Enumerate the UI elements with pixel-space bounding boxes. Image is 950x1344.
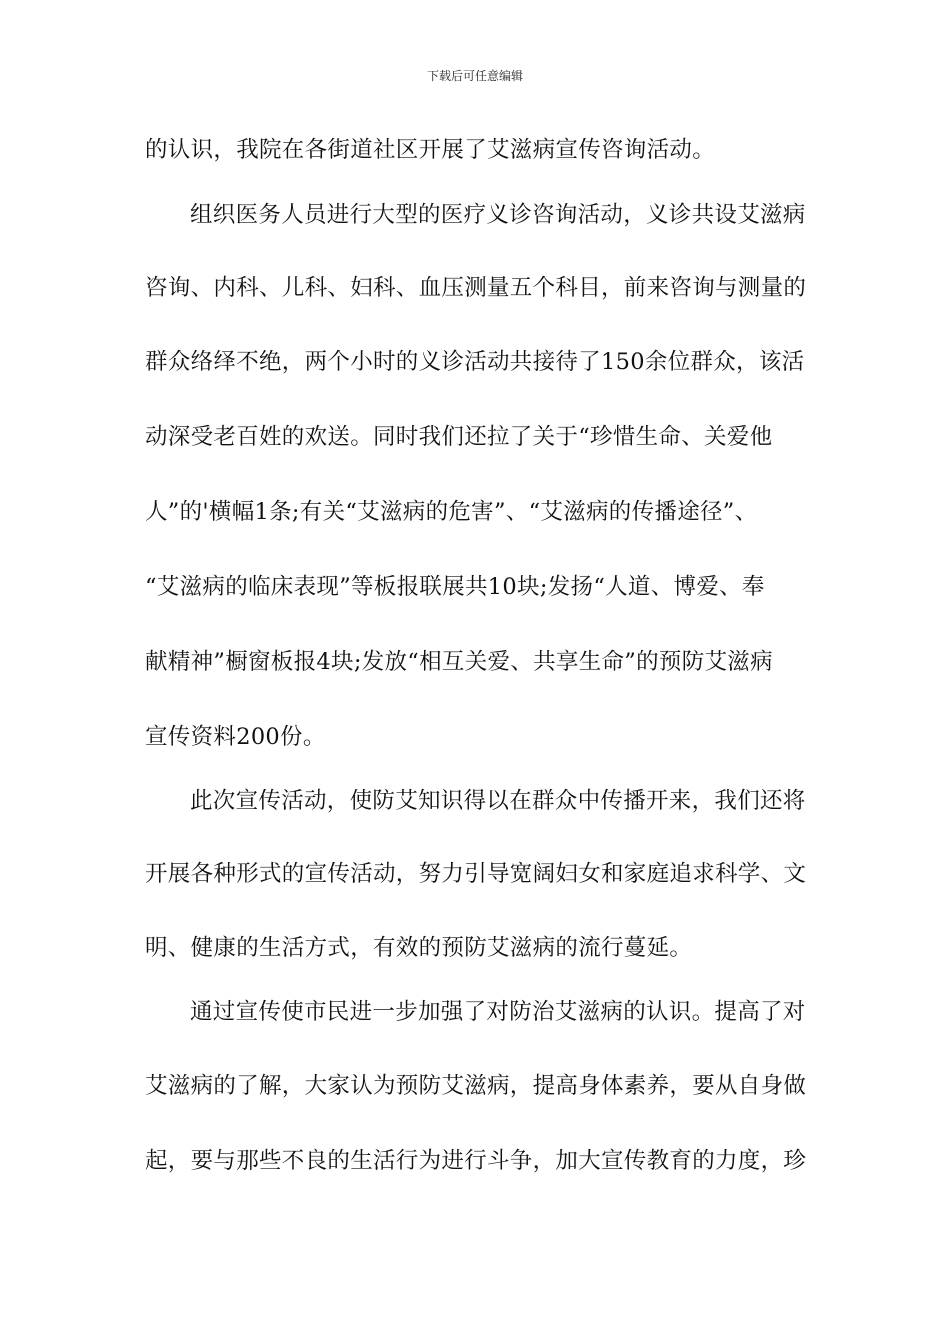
text-line: 咨询、内科、儿科、妇科、血压测量五个科目，前来咨询与测量的 xyxy=(145,275,807,301)
paragraph-start-line: 组织医务人员进行大型的医疗义诊咨询活动，义诊共设艾滋病 xyxy=(190,202,806,228)
text-line: 献精神”橱窗板报4块;发放“相互关爱、共享生命”的预防艾滋病 xyxy=(145,649,773,675)
text-line: 的认识，我院在各街道社区开展了艾滋病宣传咨询活动。 xyxy=(145,137,716,163)
text-line: 起，要与那些不良的生活行为进行斗争，加大宣传教育的力度，珍 xyxy=(145,1148,807,1174)
paragraph-start-line: 通过宣传使市民进一步加强了对防治艾滋病的认识。提高了对 xyxy=(190,999,806,1025)
text-line: 明、健康的生活方式，有效的预防艾滋病的流行蔓延。 xyxy=(145,935,693,961)
text-line: “艾滋病的临床表现”等板报联展共10块;发扬“人道、博爱、奉 xyxy=(145,574,765,600)
text-line: 艾滋病的了解，大家认为预防艾滋病，提高身体素养，要从自身做 xyxy=(145,1073,807,1099)
text-line: 群众络绎不绝，两个小时的义诊活动共接待了150余位群众，该活 xyxy=(145,349,805,375)
text-line: 人”的'横幅1条;有关“艾滋病的危害”、“艾滋病的传播途径”、 xyxy=(145,499,758,525)
text-line: 宣传资料200份。 xyxy=(145,724,326,750)
text-line: 开展各种形式的宣传活动，努力引导宽阔妇女和家庭追求科学、文 xyxy=(145,861,807,887)
header-note: 下载后可任意编辑 xyxy=(426,69,523,83)
paragraph-start-line: 此次宣传活动，使防艾知识得以在群众中传播开来，我们还将 xyxy=(190,788,806,814)
text-line: 动深受老百姓的欢送。同时我们还拉了关于“珍惜生命、关爱他 xyxy=(145,424,773,450)
